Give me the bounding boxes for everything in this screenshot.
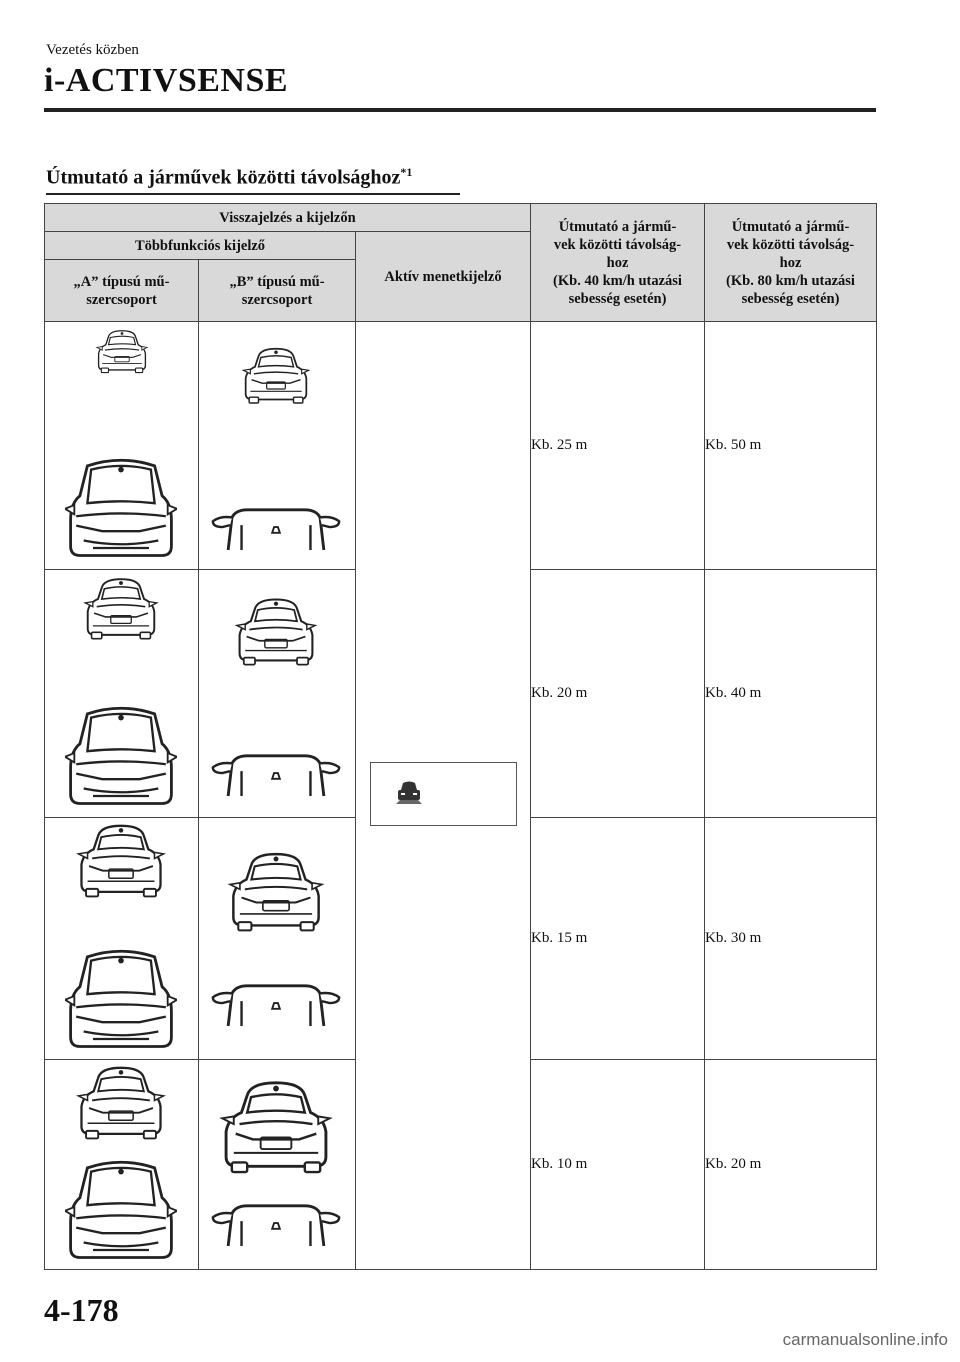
car-icon-group — [45, 570, 197, 816]
header-guide-40-text: Útmutató a jármű- vek közötti távolság- hoz (Kb. 40 km/h utazási sebesség esetén) — [553, 218, 682, 307]
car-icon-group — [45, 1060, 197, 1268]
footnote-marker: *1 — [400, 165, 413, 179]
car-icon-group — [199, 818, 354, 1058]
distance-40: Kb. 25 m — [531, 322, 705, 570]
header-guide-80 — [705, 204, 877, 322]
car-icon-group — [45, 322, 197, 568]
type-a-illustration — [45, 322, 199, 570]
header-guide-40 — [531, 204, 705, 322]
car-rear-icon — [97, 331, 147, 373]
car-rear-icon — [78, 1068, 163, 1139]
car-top-icon — [65, 708, 177, 803]
section-label: Vezetés közben — [46, 42, 139, 58]
car-top-icon — [65, 951, 177, 1046]
sub-heading-text: Útmutató a járművek közötti távolsághoz — [46, 166, 401, 189]
page-number: 4-178 — [44, 1292, 119, 1328]
header-type-a-text: „A” típusú mű- szercsoport — [73, 273, 170, 308]
car-rear-icon — [222, 1083, 330, 1172]
header-guide-80-text: Útmutató a jármű- vek közötti távolság- hoz (Kb. 80 km/h utazási sebesség esetén) — [726, 218, 855, 307]
type-a-illustration — [45, 570, 199, 818]
car-rear-icon — [85, 579, 157, 639]
header-type-b-text: „B” típusú mű- szercsoport — [229, 273, 325, 308]
hood-icon — [213, 756, 339, 796]
distance-40: Kb. 10 m — [531, 1060, 705, 1270]
active-display-indicator — [370, 762, 517, 826]
distance-80: Kb. 50 m — [705, 322, 877, 570]
sub-heading-rule — [46, 193, 460, 195]
car-rear-icon — [237, 600, 315, 665]
distance-40: Kb. 15 m — [531, 818, 705, 1060]
header-multi-display: Többfunkciós kijelző — [45, 232, 356, 260]
car-rear-icon — [243, 349, 308, 403]
car-rear-icon — [78, 826, 163, 897]
hood-icon — [213, 510, 339, 550]
car-icon-group — [199, 1060, 354, 1268]
vehicle-ahead-icon — [396, 778, 422, 804]
distance-80: Kb. 40 m — [705, 570, 877, 818]
type-b-illustration — [199, 818, 356, 1060]
car-icon-group — [199, 322, 354, 568]
hood-icon — [213, 986, 339, 1026]
table-row — [45, 322, 877, 570]
car-icon-group — [45, 818, 197, 1058]
car-top-icon — [65, 460, 177, 555]
sub-heading — [46, 165, 412, 190]
chapter-title: i-ACTIVSENSE — [44, 62, 289, 99]
type-a-illustration — [45, 1060, 199, 1270]
type-b-illustration — [199, 1060, 356, 1270]
header-type-b — [199, 260, 356, 322]
distance-40: Kb. 20 m — [531, 570, 705, 818]
header-feedback: Visszajelzés a kijelzőn — [45, 204, 531, 232]
header-type-a — [45, 260, 199, 322]
type-a-illustration — [45, 818, 199, 1060]
active-display-cell — [356, 322, 531, 1270]
car-icon-group — [199, 570, 354, 816]
car-rear-icon — [230, 854, 322, 930]
distance-80: Kb. 30 m — [705, 818, 877, 1060]
watermark: carmanualsonline.info — [782, 1330, 948, 1349]
car-top-icon — [65, 1162, 177, 1257]
hood-icon — [213, 1206, 339, 1246]
type-b-illustration — [199, 570, 356, 818]
distance-80: Kb. 20 m — [705, 1060, 877, 1270]
type-b-illustration — [199, 322, 356, 570]
header-active-display: Aktív menetkijelző — [356, 232, 531, 322]
distance-table — [44, 203, 877, 1270]
title-rule — [44, 108, 876, 112]
